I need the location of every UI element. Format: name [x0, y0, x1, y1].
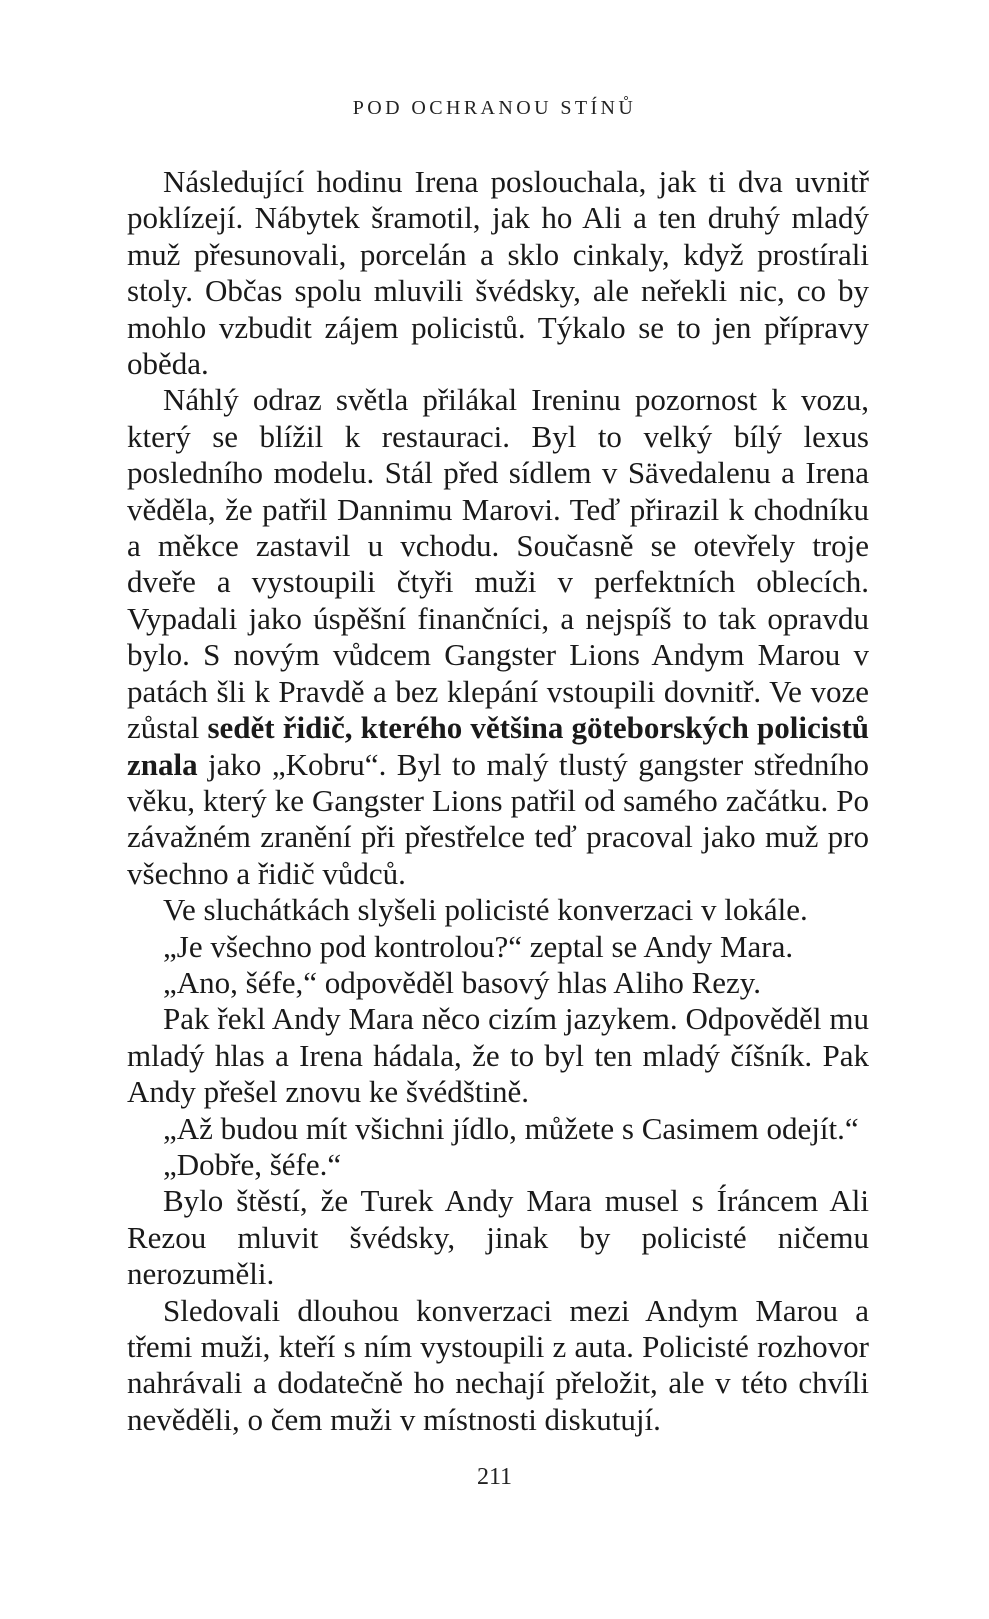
- page-number: 211: [476, 1464, 513, 1490]
- paragraph-2-emphasis: sedět řidič, kterého většina göteborských policistů znala: [127, 710, 870, 782]
- paragraph-10: Sledovali dlouhou konverzaci mezi Andym Marou a třemi muži, kteří s ním vystoupili z auta. Policisté rozhovor nahrávali a dodatečně ho nechají přeložit, ale v této chvíli nevěděli, o čem muži v místnosti diskutují.: [127, 1292, 869, 1437]
- running-head-title: POD OCHRANOU STÍNŮ: [352, 97, 637, 119]
- paragraph-3: Ve sluchátkách slyšeli policisté konverzaci v lokále.: [163, 892, 808, 928]
- paragraph-7: „Až budou mít všichni jídlo, můžete s Casimem odejít.“: [163, 1110, 859, 1146]
- paragraph-9: Bylo štěstí, že Turek Andy Mara musel s Íráncem Ali Rezou mluvit švédsky, jinak by policisté ničemu nerozuměli.: [127, 1183, 869, 1292]
- paragraph-2-text: Náhlý odraz světla přilákal Ireninu pozornost k vozu, který se blížil k restauraci. Byl to velký bílý lexus posledního modelu. Stál před sídlem v Sävedalenu a Irena věděla, že patřil Dannimu Marovi. Teď přirazil k chodníku a měkce zastavil u vchodu. Současně se otevřely troje dveře a vystoupili čtyři muži v perfektních oblecích. Vypadali jako úspěšní finančníci, a nejspíš to tak opravdu bylo. S novým vůdcem Gangster Lions Andym Marou v patách šli k Pravdě a bez klepání vstoupili dovnitř. Ve voze zůstal: [127, 382, 869, 746]
- paragraph-5: „Ano, šéfe,“ odpověděl basový hlas Aliho Rezy.: [163, 964, 762, 1000]
- paragraph-8: „Dobře, šéfe.“: [163, 1146, 342, 1182]
- body-text: [127, 164, 869, 1438]
- paragraph-2: [127, 382, 869, 892]
- paragraph-4: „Je všechno pod kontrolou?“ zeptal se Andy Mara.: [163, 928, 794, 964]
- paragraph-1: Následující hodinu Irena poslouchala, jak ti dva uvnitř poklízejí. Nábytek šramotil, jak ho Ali a ten druhý mladý muž přesunovali, porcelán a sklo cinkaly, když prostírali stoly. Občas spolu mluvili švédsky, ale neřekli nic, co by mohlo vzbudit zájem policistů. Týkalo se to jen přípravy oběda.: [127, 164, 869, 382]
- paragraph-6: Pak řekl Andy Mara něco cizím jazykem. Odpověděl mu mladý hlas a Irena hádala, že to byl ten mladý číšník. Pak Andy přešel znovu ke švédštině.: [127, 1001, 869, 1110]
- paragraph-2-tail: jako „Kobru“. Byl to malý tlustý gangster středního věku, který ke Gangster Lions patřil od samého začátku. Po závažném zranění při přestřelce teď pracoval jako muž pro všechno a řidič vůdců.: [127, 746, 870, 891]
